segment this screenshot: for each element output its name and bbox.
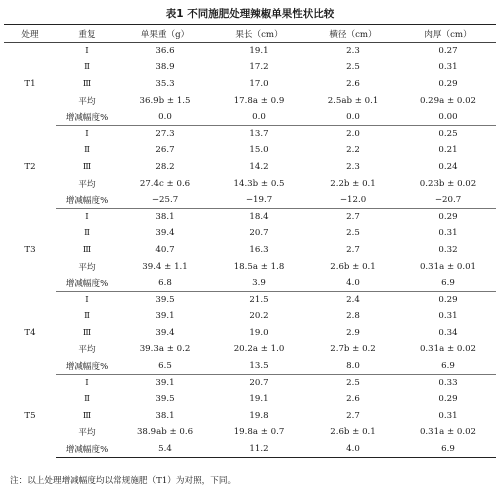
value-cell: 0.32 <box>438 244 458 255</box>
value-cell: 0.31 <box>438 410 458 421</box>
value-cell: 0.00 <box>400 109 496 126</box>
row-label-rep-iii: Ⅲ <box>82 78 92 89</box>
value-cell: 2.5 <box>346 62 360 73</box>
table-row <box>4 291 496 308</box>
table-row <box>4 275 496 292</box>
value-cell: 0.0 <box>212 109 306 126</box>
value-cell: 38.9ab ± 0.6 <box>136 427 194 438</box>
table-row <box>4 358 496 375</box>
table-row <box>4 76 496 93</box>
row-label-rep-i: Ⅰ <box>85 211 89 222</box>
value-cell: 0.31a ± 0.02 <box>419 344 477 355</box>
value-cell: 19.1 <box>249 394 269 405</box>
row-label-rep-i: Ⅰ <box>85 46 89 57</box>
value-cell: 2.6 <box>346 394 360 405</box>
value-cell: 2.8 <box>346 311 360 322</box>
table-row <box>4 159 496 176</box>
value-cell: 0.31 <box>438 228 458 239</box>
value-cell: 0.0 <box>118 109 212 126</box>
value-cell: 35.3 <box>155 78 175 89</box>
value-cell: 0.23b ± 0.02 <box>419 178 477 189</box>
value-cell: 0.29 <box>438 294 458 305</box>
value-cell: 19.1 <box>249 46 269 57</box>
table-row <box>4 125 496 142</box>
table-title: 表1 不同施肥处理辣椒单果性状比较 <box>165 8 335 20</box>
table-row <box>4 208 496 225</box>
value-cell: 0.33 <box>438 377 458 388</box>
value-cell: 3.9 <box>212 275 306 292</box>
table-row <box>4 408 496 425</box>
value-cell: 39.3a ± 0.2 <box>139 344 191 355</box>
value-cell: 20.2 <box>249 311 269 322</box>
table-row <box>4 341 496 358</box>
table-row <box>4 308 496 325</box>
row-label-change-pct: 增减幅度% <box>56 441 118 458</box>
value-cell: 0.25 <box>438 129 458 140</box>
value-cell: 39.4 <box>155 327 175 338</box>
value-cell: 2.3 <box>346 161 360 172</box>
row-label-mean: 平均 <box>78 96 96 107</box>
row-label-rep-ii: Ⅱ <box>84 62 90 73</box>
value-cell: 0.21 <box>438 145 458 156</box>
value-cell: 2.7 <box>346 244 360 255</box>
value-cell: 0.29 <box>438 211 458 222</box>
table-row <box>4 325 496 342</box>
row-label-rep-ii: Ⅱ <box>84 145 90 156</box>
value-cell: 13.5 <box>212 358 306 375</box>
value-cell: 26.7 <box>155 145 175 156</box>
value-cell: 6.8 <box>118 275 212 292</box>
value-cell: 0.31a ± 0.01 <box>419 261 477 272</box>
treatment-cell: T1 <box>24 79 36 90</box>
header-fruit-length: 果长（cm） <box>212 25 306 43</box>
row-label-rep-iii: Ⅲ <box>82 327 92 338</box>
value-cell: 17.8a ± 0.9 <box>233 95 285 106</box>
table-row <box>4 59 496 76</box>
value-cell: 0.34 <box>438 327 458 338</box>
treatment-cell: T4 <box>24 327 36 338</box>
value-cell: 14.3b ± 0.5 <box>233 178 285 189</box>
row-label-rep-i: Ⅰ <box>85 294 89 305</box>
row-label-rep-i: Ⅰ <box>85 129 89 140</box>
value-cell: 0.24 <box>438 161 458 172</box>
data-table <box>4 24 496 458</box>
value-cell: 6.9 <box>400 275 496 292</box>
value-cell: 19.8 <box>249 410 269 421</box>
value-cell: 2.7b ± 0.2 <box>330 344 376 355</box>
table-row <box>4 242 496 259</box>
value-cell: 6.9 <box>400 358 496 375</box>
value-cell: 17.2 <box>249 62 269 73</box>
value-cell: 2.5ab ± 0.1 <box>327 95 379 106</box>
header-diameter: 横径（cm） <box>306 25 400 43</box>
value-cell: 2.7 <box>346 211 360 222</box>
table-row <box>4 192 496 209</box>
row-label-rep-ii: Ⅱ <box>84 311 90 322</box>
value-cell: 6.5 <box>118 358 212 375</box>
value-cell: 0.29 <box>438 394 458 405</box>
table-row <box>4 175 496 192</box>
value-cell: 0.27 <box>438 46 458 57</box>
table-row <box>4 109 496 126</box>
table-body <box>4 43 496 458</box>
row-label-change-pct: 增减幅度% <box>56 192 118 209</box>
treatment-cell: T2 <box>24 161 36 172</box>
treatment-cell: T5 <box>24 410 36 421</box>
value-cell: 39.4 ± 1.1 <box>142 261 188 272</box>
value-cell: 8.0 <box>306 358 400 375</box>
value-cell: 36.9b ± 1.5 <box>139 95 191 106</box>
value-cell: 5.4 <box>118 441 212 458</box>
row-label-mean: 平均 <box>78 345 96 356</box>
value-cell: 13.7 <box>249 129 269 140</box>
table-row <box>4 374 496 391</box>
row-label-rep-iii: Ⅲ <box>82 161 92 172</box>
value-cell: 15.0 <box>249 145 269 156</box>
value-cell: 0.31 <box>438 62 458 73</box>
value-cell: 38.1 <box>155 410 175 421</box>
header-replicate: 重复 <box>56 25 118 43</box>
value-cell: −12.0 <box>306 192 400 209</box>
value-cell: 2.5 <box>346 377 360 388</box>
value-cell: 28.2 <box>155 161 175 172</box>
row-label-rep-iii: Ⅲ <box>82 410 92 421</box>
row-label-rep-ii: Ⅱ <box>84 394 90 405</box>
value-cell: 2.6b ± 0.1 <box>330 261 376 272</box>
row-label-rep-ii: Ⅱ <box>84 228 90 239</box>
value-cell: 0.31a ± 0.02 <box>419 427 477 438</box>
value-cell: 11.2 <box>212 441 306 458</box>
row-label-rep-i: Ⅰ <box>85 377 89 388</box>
value-cell: 39.1 <box>155 377 175 388</box>
table-row <box>4 43 496 60</box>
table-row <box>4 225 496 242</box>
value-cell: −25.7 <box>118 192 212 209</box>
row-label-rep-iii: Ⅲ <box>82 244 92 255</box>
value-cell: 0.0 <box>306 109 400 126</box>
table-row <box>4 391 496 408</box>
treatment-cell: T3 <box>24 244 36 255</box>
value-cell: 39.5 <box>155 394 175 405</box>
value-cell: 16.3 <box>249 244 269 255</box>
row-label-mean: 平均 <box>78 428 96 439</box>
row-label-change-pct: 增减幅度% <box>56 358 118 375</box>
value-cell: 6.9 <box>400 441 496 458</box>
row-label-change-pct: 增减幅度% <box>56 275 118 292</box>
value-cell: 4.0 <box>306 441 400 458</box>
value-cell: 39.1 <box>155 311 175 322</box>
value-cell: 2.0 <box>346 129 360 140</box>
value-cell: 0.31 <box>438 311 458 322</box>
value-cell: 40.7 <box>155 244 175 255</box>
row-label-mean: 平均 <box>78 262 96 273</box>
value-cell: 2.7 <box>346 410 360 421</box>
table-row <box>4 258 496 275</box>
value-cell: 38.1 <box>155 211 175 222</box>
value-cell: 19.0 <box>249 327 269 338</box>
table-row <box>4 92 496 109</box>
value-cell: 36.6 <box>155 46 175 57</box>
value-cell: −19.7 <box>212 192 306 209</box>
value-cell: 20.7 <box>249 377 269 388</box>
value-cell: 0.29 <box>438 78 458 89</box>
header-fruit-weight: 单果重（g） <box>118 25 212 43</box>
value-cell: 39.4 <box>155 228 175 239</box>
value-cell: 14.2 <box>249 161 269 172</box>
value-cell: −20.7 <box>400 192 496 209</box>
value-cell: 2.4 <box>346 294 360 305</box>
row-label-change-pct: 增减幅度% <box>56 109 118 126</box>
table-note: 注：以上处理增减幅度均以常规施肥（T1）为对照，下同。 <box>10 476 237 486</box>
value-cell: 27.4c ± 0.6 <box>139 178 191 189</box>
value-cell: 19.8a ± 0.7 <box>233 427 285 438</box>
value-cell: 27.3 <box>155 129 175 140</box>
row-label-mean: 平均 <box>78 179 96 190</box>
header-treatment: 处理 <box>4 25 56 43</box>
value-cell: 4.0 <box>306 275 400 292</box>
value-cell: 2.6 <box>346 78 360 89</box>
table-row <box>4 441 496 458</box>
value-cell: 20.7 <box>249 228 269 239</box>
value-cell: 38.9 <box>155 62 175 73</box>
value-cell: 39.5 <box>155 294 175 305</box>
value-cell: 2.5 <box>346 228 360 239</box>
value-cell: 0.29a ± 0.02 <box>419 95 477 106</box>
value-cell: 2.2b ± 0.1 <box>330 178 376 189</box>
value-cell: 2.2 <box>346 145 360 156</box>
value-cell: 17.0 <box>249 78 269 89</box>
table-row <box>4 142 496 159</box>
value-cell: 2.9 <box>346 327 360 338</box>
value-cell: 2.3 <box>346 46 360 57</box>
value-cell: 20.2a ± 1.0 <box>233 344 285 355</box>
value-cell: 18.5a ± 1.8 <box>233 261 285 272</box>
table-row <box>4 424 496 441</box>
value-cell: 21.5 <box>249 294 269 305</box>
value-cell: 2.6b ± 0.1 <box>330 427 376 438</box>
value-cell: 18.4 <box>249 211 269 222</box>
header-flesh-thickness: 肉厚（cm） <box>400 25 496 43</box>
header-row <box>4 25 496 43</box>
